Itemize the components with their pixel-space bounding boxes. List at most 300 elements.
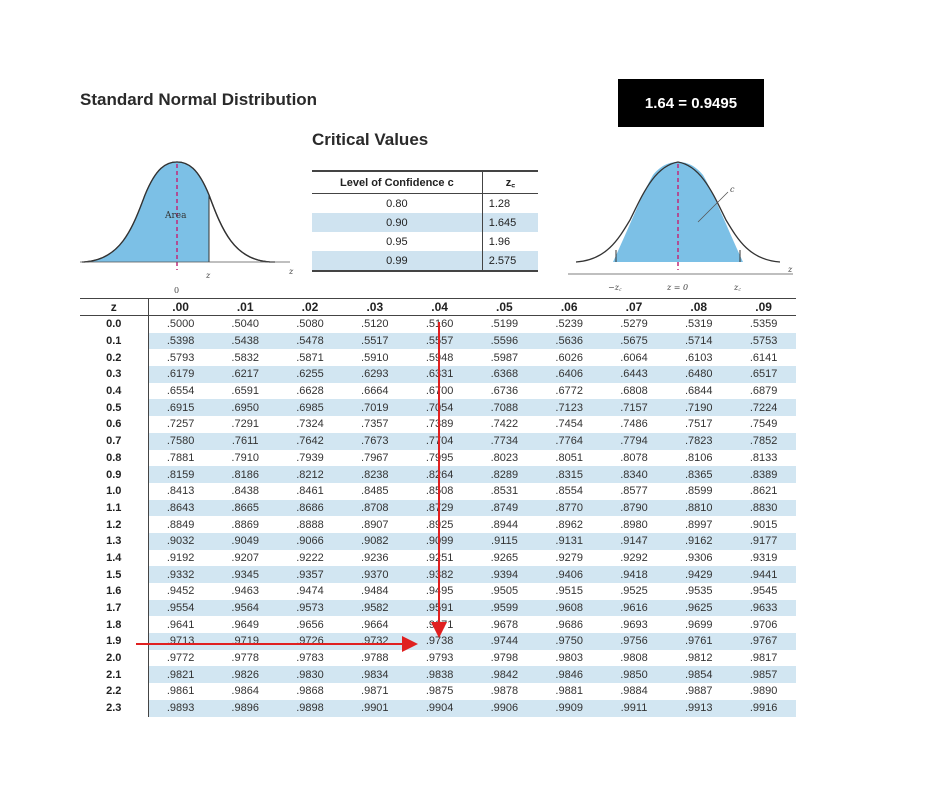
probability-cell: .9406 xyxy=(537,566,602,583)
left-tick-zero: 0 xyxy=(174,286,180,295)
probability-cell: .9279 xyxy=(555,551,583,564)
probability-cell: .9767 xyxy=(731,633,796,650)
probability-cell: .9429 xyxy=(666,566,731,583)
probability-cell: .9370 xyxy=(342,566,407,583)
probability-cell: .9115 xyxy=(472,533,537,550)
critical-values-title: Critical Values xyxy=(312,130,429,149)
probability-cell: .9082 xyxy=(342,533,407,550)
cv-level: 0.99 xyxy=(312,251,482,271)
probability-cell: .5832 xyxy=(231,351,259,364)
probability-cell: .8438 xyxy=(231,485,259,498)
probability-cell: .5987 xyxy=(490,351,519,364)
table-row xyxy=(80,500,796,517)
cv-row xyxy=(312,251,538,271)
probability-cell: .9898 xyxy=(278,700,343,717)
table-row xyxy=(80,650,796,667)
probability-cell: .5596 xyxy=(472,333,537,350)
probability-cell: .8554 xyxy=(555,485,583,498)
table-row xyxy=(80,516,796,533)
probability-cell: .8944 xyxy=(490,518,519,531)
probability-cell: .5239 xyxy=(555,318,583,331)
probability-cell: .9505 xyxy=(490,585,519,598)
probability-cell: .9664 xyxy=(361,618,389,631)
probability-cell: .9649 xyxy=(231,618,259,631)
probability-cell: .8729 xyxy=(407,500,472,517)
z-col-header: .06 xyxy=(537,299,602,316)
probability-cell: .8997 xyxy=(685,518,713,531)
probability-cell: .9913 xyxy=(666,700,731,717)
probability-cell: .9750 xyxy=(537,633,602,650)
table-row xyxy=(80,399,796,416)
probability-cell: .9830 xyxy=(278,666,343,683)
cv-row xyxy=(312,232,538,251)
probability-cell: .8830 xyxy=(731,500,796,517)
probability-cell: .8577 xyxy=(620,485,648,498)
probability-cell: .9887 xyxy=(685,685,713,698)
probability-cell: .9911 xyxy=(602,700,667,717)
z-col-header: .02 xyxy=(278,299,343,316)
right-label-c: c xyxy=(730,185,735,194)
probability-cell: .9842 xyxy=(472,666,537,683)
probability-cell: .9608 xyxy=(537,600,602,617)
table-row xyxy=(80,700,796,717)
probability-cell: .8888 xyxy=(296,518,324,531)
table-row xyxy=(80,483,796,500)
z-value: 2.1 xyxy=(80,666,148,683)
probability-cell: .9744 xyxy=(472,633,537,650)
probability-cell: .9564 xyxy=(213,600,278,617)
probability-cell: .7054 xyxy=(407,399,472,416)
probability-cell: .9906 xyxy=(472,700,537,717)
probability-cell: .6517 xyxy=(731,366,796,383)
probability-cell: .9332 xyxy=(148,566,213,583)
z-table xyxy=(80,298,796,717)
probability-cell: .5478 xyxy=(278,333,343,350)
right-tick-pos: z꜀ xyxy=(734,283,741,292)
probability-cell: .9732 xyxy=(342,633,407,650)
probability-cell: .7939 xyxy=(296,451,324,464)
probability-cell: .9788 xyxy=(361,652,389,665)
probability-cell: .9418 xyxy=(602,566,667,583)
probability-cell: .8212 xyxy=(278,466,343,483)
probability-cell: .7704 xyxy=(407,433,472,450)
probability-cell: .9838 xyxy=(407,666,472,683)
probability-cell: .9382 xyxy=(407,566,472,583)
probability-cell: .9756 xyxy=(602,633,667,650)
probability-cell: .8159 xyxy=(148,466,213,483)
probability-cell: .9463 xyxy=(231,585,259,598)
probability-cell: .9554 xyxy=(148,600,213,617)
probability-cell: .9207 xyxy=(231,551,259,564)
probability-cell: .8389 xyxy=(731,466,796,483)
probability-cell: .9015 xyxy=(749,518,778,531)
probability-cell: .9032 xyxy=(148,533,213,550)
probability-cell: .7389 xyxy=(425,418,454,431)
z-value: 0.8 xyxy=(80,450,148,467)
probability-cell: .9854 xyxy=(666,666,731,683)
probability-cell: .6554 xyxy=(166,385,195,398)
z-value: 1.0 xyxy=(80,483,148,500)
cv-header-row xyxy=(312,171,538,194)
probability-cell: .7019 xyxy=(342,399,407,416)
probability-cell: .9535 xyxy=(685,585,713,598)
probability-cell: .9783 xyxy=(296,652,324,665)
probability-cell: .6736 xyxy=(490,385,519,398)
probability-cell: .5120 xyxy=(361,318,389,331)
probability-cell: .7422 xyxy=(490,418,519,431)
table-row xyxy=(80,366,796,383)
probability-cell: .7190 xyxy=(666,399,731,416)
cv-row xyxy=(312,213,538,232)
probability-cell: .9857 xyxy=(731,666,796,683)
cv-zc: 1.96 xyxy=(488,235,511,248)
z-value: 1.3 xyxy=(80,533,148,550)
probability-cell: .9890 xyxy=(749,685,778,698)
probability-cell: .9525 xyxy=(620,585,648,598)
probability-cell: .9778 xyxy=(231,652,259,665)
probability-cell: .9441 xyxy=(731,566,796,583)
probability-cell: .6915 xyxy=(148,399,213,416)
probability-cell: .8962 xyxy=(555,518,583,531)
probability-cell: .5279 xyxy=(620,318,648,331)
z-value: 0.0 xyxy=(80,316,148,333)
table-row xyxy=(80,416,796,433)
probability-cell: .9357 xyxy=(278,566,343,583)
probability-cell: .8770 xyxy=(537,500,602,517)
probability-cell: .9049 xyxy=(213,533,278,550)
cv-header-confidence: Level of Confidence c xyxy=(312,171,482,194)
probability-cell: .5319 xyxy=(685,318,713,331)
probability-cell: .8849 xyxy=(166,518,195,531)
probability-cell: .7088 xyxy=(472,399,537,416)
z-value: 0.2 xyxy=(80,349,148,366)
z-value: 0.7 xyxy=(80,433,148,450)
area-label: Area xyxy=(165,211,187,221)
probability-cell: .9884 xyxy=(620,685,648,698)
probability-cell: .9292 xyxy=(620,551,648,564)
left-tick-z: z xyxy=(206,271,211,280)
probability-cell: .5948 xyxy=(425,351,454,364)
table-row xyxy=(80,466,796,483)
probability-cell: .9772 xyxy=(166,652,195,665)
probability-cell: .9881 xyxy=(555,685,583,698)
probability-cell: .7580 xyxy=(148,433,213,450)
probability-cell: .8531 xyxy=(490,485,519,498)
probability-cell: .9236 xyxy=(361,551,389,564)
z-col-header: .05 xyxy=(472,299,537,316)
probability-cell: .7291 xyxy=(231,418,259,431)
z-value: 1.9 xyxy=(80,633,148,650)
probability-cell: .9901 xyxy=(342,700,407,717)
probability-cell: .7517 xyxy=(685,418,713,431)
probability-cell: .8413 xyxy=(166,485,195,498)
probability-cell: .8078 xyxy=(620,451,648,464)
table-row xyxy=(80,683,796,700)
probability-cell: .8106 xyxy=(685,451,713,464)
probability-cell: .5557 xyxy=(407,333,472,350)
probability-cell: .9678 xyxy=(490,618,519,631)
probability-cell: .6700 xyxy=(425,385,454,398)
probability-cell: .9878 xyxy=(490,685,519,698)
probability-cell: .9803 xyxy=(555,652,583,665)
table-row xyxy=(80,583,796,600)
probability-cell: .8365 xyxy=(666,466,731,483)
probability-cell: .9817 xyxy=(749,652,778,665)
probability-cell: .6985 xyxy=(278,399,343,416)
probability-cell: .7967 xyxy=(361,451,389,464)
probability-cell: .9495 xyxy=(425,585,454,598)
probability-cell: .9131 xyxy=(537,533,602,550)
probability-cell: .5398 xyxy=(148,333,213,350)
cv-zc: 2.575 xyxy=(482,251,538,271)
probability-cell: .9726 xyxy=(278,633,343,650)
probability-cell: .8186 xyxy=(213,466,278,483)
probability-cell: .7454 xyxy=(555,418,583,431)
probability-cell: .9896 xyxy=(213,700,278,717)
probability-cell: .9713 xyxy=(148,633,213,650)
probability-cell: .8599 xyxy=(685,485,713,498)
probability-cell: .7910 xyxy=(231,451,259,464)
probability-cell: .6179 xyxy=(148,366,213,383)
table-row xyxy=(80,533,796,550)
table-row xyxy=(80,333,796,350)
probability-cell: .6103 xyxy=(685,351,713,364)
probability-cell: .9821 xyxy=(148,666,213,683)
probability-cell: .6591 xyxy=(231,385,259,398)
probability-cell: .9671 xyxy=(425,618,454,631)
probability-cell: .9846 xyxy=(537,666,602,683)
probability-cell: .5675 xyxy=(602,333,667,350)
probability-cell: .7324 xyxy=(296,418,324,431)
probability-cell: .7764 xyxy=(537,433,602,450)
probability-cell: .6026 xyxy=(555,351,583,364)
probability-cell: .9591 xyxy=(407,600,472,617)
probability-cell: .7995 xyxy=(425,451,454,464)
probability-cell: .9582 xyxy=(342,600,407,617)
table-row xyxy=(80,666,796,683)
probability-cell: .6331 xyxy=(407,366,472,383)
z-value: 0.5 xyxy=(80,399,148,416)
probability-cell: .9761 xyxy=(666,633,731,650)
probability-cell: .5040 xyxy=(231,318,259,331)
probability-cell: .6443 xyxy=(602,366,667,383)
probability-cell: .9793 xyxy=(425,652,454,665)
probability-cell: .8508 xyxy=(425,485,454,498)
probability-cell: .9738 xyxy=(407,633,472,650)
z-value: 2.3 xyxy=(80,700,148,717)
z-col-header: .00 xyxy=(148,299,213,316)
z-col-header: .01 xyxy=(213,299,278,316)
probability-cell: .8810 xyxy=(666,500,731,517)
probability-cell: .9625 xyxy=(666,600,731,617)
probability-cell: .7794 xyxy=(602,433,667,450)
table-row xyxy=(80,616,796,633)
probability-cell: .8621 xyxy=(749,485,778,498)
probability-cell: .8790 xyxy=(602,500,667,517)
probability-cell: .5793 xyxy=(166,351,195,364)
probability-cell: .9864 xyxy=(231,685,259,698)
probability-cell: .9871 xyxy=(361,685,389,698)
probability-cell: .6141 xyxy=(749,351,778,364)
z-col-header: .03 xyxy=(342,299,407,316)
probability-cell: .8133 xyxy=(749,451,778,464)
probability-cell: .5871 xyxy=(296,351,324,364)
table-row xyxy=(80,433,796,450)
probability-cell: .9599 xyxy=(472,600,537,617)
right-tick-neg: −z꜀ xyxy=(608,283,622,292)
probability-cell: .8289 xyxy=(472,466,537,483)
probability-cell: .5160 xyxy=(425,318,454,331)
probability-cell: .5910 xyxy=(361,351,389,364)
probability-cell: .7611 xyxy=(213,433,278,450)
probability-cell: .5714 xyxy=(666,333,731,350)
probability-cell: .8340 xyxy=(602,466,667,483)
probability-cell: .9875 xyxy=(425,685,454,698)
z-col-header: .09 xyxy=(731,299,796,316)
probability-cell: .9850 xyxy=(602,666,667,683)
probability-cell: .8264 xyxy=(407,466,472,483)
probability-cell: .7852 xyxy=(731,433,796,450)
probability-cell: .8665 xyxy=(213,500,278,517)
probability-cell: .9699 xyxy=(685,618,713,631)
probability-cell: .7257 xyxy=(166,418,195,431)
right-axis-label: z xyxy=(788,265,793,274)
probability-cell: .8023 xyxy=(490,451,519,464)
probability-cell: .7123 xyxy=(537,399,602,416)
probability-cell: .6217 xyxy=(213,366,278,383)
probability-cell: .9893 xyxy=(148,700,213,717)
probability-cell: .9909 xyxy=(537,700,602,717)
probability-cell: .9834 xyxy=(342,666,407,683)
probability-cell: .9177 xyxy=(731,533,796,550)
cv-zc: 1.645 xyxy=(482,213,538,232)
left-axis-label: z xyxy=(289,267,294,276)
z-value: 1.4 xyxy=(80,550,148,567)
probability-cell: .7734 xyxy=(472,433,537,450)
z-value: 1.1 xyxy=(80,500,148,517)
probability-cell: .7881 xyxy=(166,451,195,464)
table-row xyxy=(80,349,796,366)
probability-cell: .6480 xyxy=(666,366,731,383)
probability-cell: .5517 xyxy=(342,333,407,350)
probability-cell: .8907 xyxy=(361,518,389,531)
table-row xyxy=(80,450,796,467)
probability-cell: .5636 xyxy=(537,333,602,350)
cv-level: 0.95 xyxy=(312,232,482,251)
z-value: 1.2 xyxy=(80,516,148,533)
cv-zc: 1.28 xyxy=(488,197,511,210)
right-tick-mid: z = 0 xyxy=(667,283,689,292)
probability-cell: .9545 xyxy=(749,585,778,598)
probability-cell: .5199 xyxy=(490,318,519,331)
probability-cell: .5359 xyxy=(749,318,778,331)
probability-cell: .9099 xyxy=(407,533,472,550)
probability-cell: .6293 xyxy=(342,366,407,383)
z-value: 1.5 xyxy=(80,566,148,583)
probability-cell: .6664 xyxy=(361,385,389,398)
z-table-header-row xyxy=(80,299,796,316)
probability-cell: .9693 xyxy=(620,618,648,631)
z-header: z xyxy=(80,299,148,316)
probability-cell: .6255 xyxy=(278,366,343,383)
probability-cell: .6808 xyxy=(620,385,648,398)
probability-cell: .9916 xyxy=(731,700,796,717)
probability-cell: .8315 xyxy=(537,466,602,483)
page-title: Standard Normal Distribution xyxy=(80,90,318,109)
z-value: 0.1 xyxy=(80,333,148,350)
probability-cell: .9573 xyxy=(278,600,343,617)
z-value: 2.0 xyxy=(80,650,148,667)
probability-cell: .9861 xyxy=(166,685,195,698)
critical-values-table xyxy=(312,170,538,272)
cv-level: 0.90 xyxy=(312,213,482,232)
probability-cell: .6844 xyxy=(685,385,713,398)
probability-cell: .7673 xyxy=(342,433,407,450)
table-row xyxy=(80,550,796,567)
probability-cell: .5753 xyxy=(731,333,796,350)
probability-cell: .9633 xyxy=(731,600,796,617)
z-col-header: .07 xyxy=(602,299,667,316)
probability-cell: .9162 xyxy=(666,533,731,550)
probability-cell: .9484 xyxy=(361,585,389,598)
probability-cell: .5438 xyxy=(213,333,278,350)
probability-cell: .8461 xyxy=(296,485,324,498)
probability-cell: .9808 xyxy=(620,652,648,665)
probability-cell: .8708 xyxy=(342,500,407,517)
probability-cell: .9474 xyxy=(296,585,324,598)
z-value: 1.7 xyxy=(80,600,148,617)
probability-cell: .9686 xyxy=(555,618,583,631)
probability-cell: .9812 xyxy=(685,652,713,665)
probability-cell: .9868 xyxy=(296,685,324,698)
left-normal-curve xyxy=(80,150,300,300)
z-value: 0.9 xyxy=(80,466,148,483)
probability-cell: .9192 xyxy=(166,551,195,564)
probability-cell: .7157 xyxy=(602,399,667,416)
probability-cell: .6064 xyxy=(620,351,648,364)
z-value: 0.4 xyxy=(80,383,148,400)
table-row xyxy=(80,316,796,333)
probability-cell: .8980 xyxy=(620,518,648,531)
probability-cell: .6772 xyxy=(555,385,583,398)
probability-cell: .6950 xyxy=(213,399,278,416)
probability-cell: .9251 xyxy=(425,551,454,564)
z-value: 1.6 xyxy=(80,583,148,600)
probability-cell: .6879 xyxy=(749,385,778,398)
probability-cell: .9706 xyxy=(749,618,778,631)
probability-cell: .8686 xyxy=(278,500,343,517)
table-row xyxy=(80,383,796,400)
probability-cell: .9656 xyxy=(296,618,324,631)
probability-cell: .9222 xyxy=(296,551,324,564)
probability-cell: .8869 xyxy=(231,518,259,531)
probability-cell: .9066 xyxy=(278,533,343,550)
probability-cell: .9719 xyxy=(213,633,278,650)
answer-text: 1.64 = 0.9495 xyxy=(644,94,738,112)
probability-cell: .7549 xyxy=(749,418,778,431)
table-row xyxy=(80,566,796,583)
table-row xyxy=(80,633,796,650)
cv-header-zc: z꜀ xyxy=(482,171,538,194)
probability-cell: .7642 xyxy=(278,433,343,450)
answer-box xyxy=(618,79,764,127)
probability-cell: .9515 xyxy=(555,585,583,598)
probability-cell: .9306 xyxy=(685,551,713,564)
z-col-header: .08 xyxy=(666,299,731,316)
right-normal-curve xyxy=(568,150,798,300)
probability-cell: .9345 xyxy=(213,566,278,583)
probability-cell: .9147 xyxy=(602,533,667,550)
